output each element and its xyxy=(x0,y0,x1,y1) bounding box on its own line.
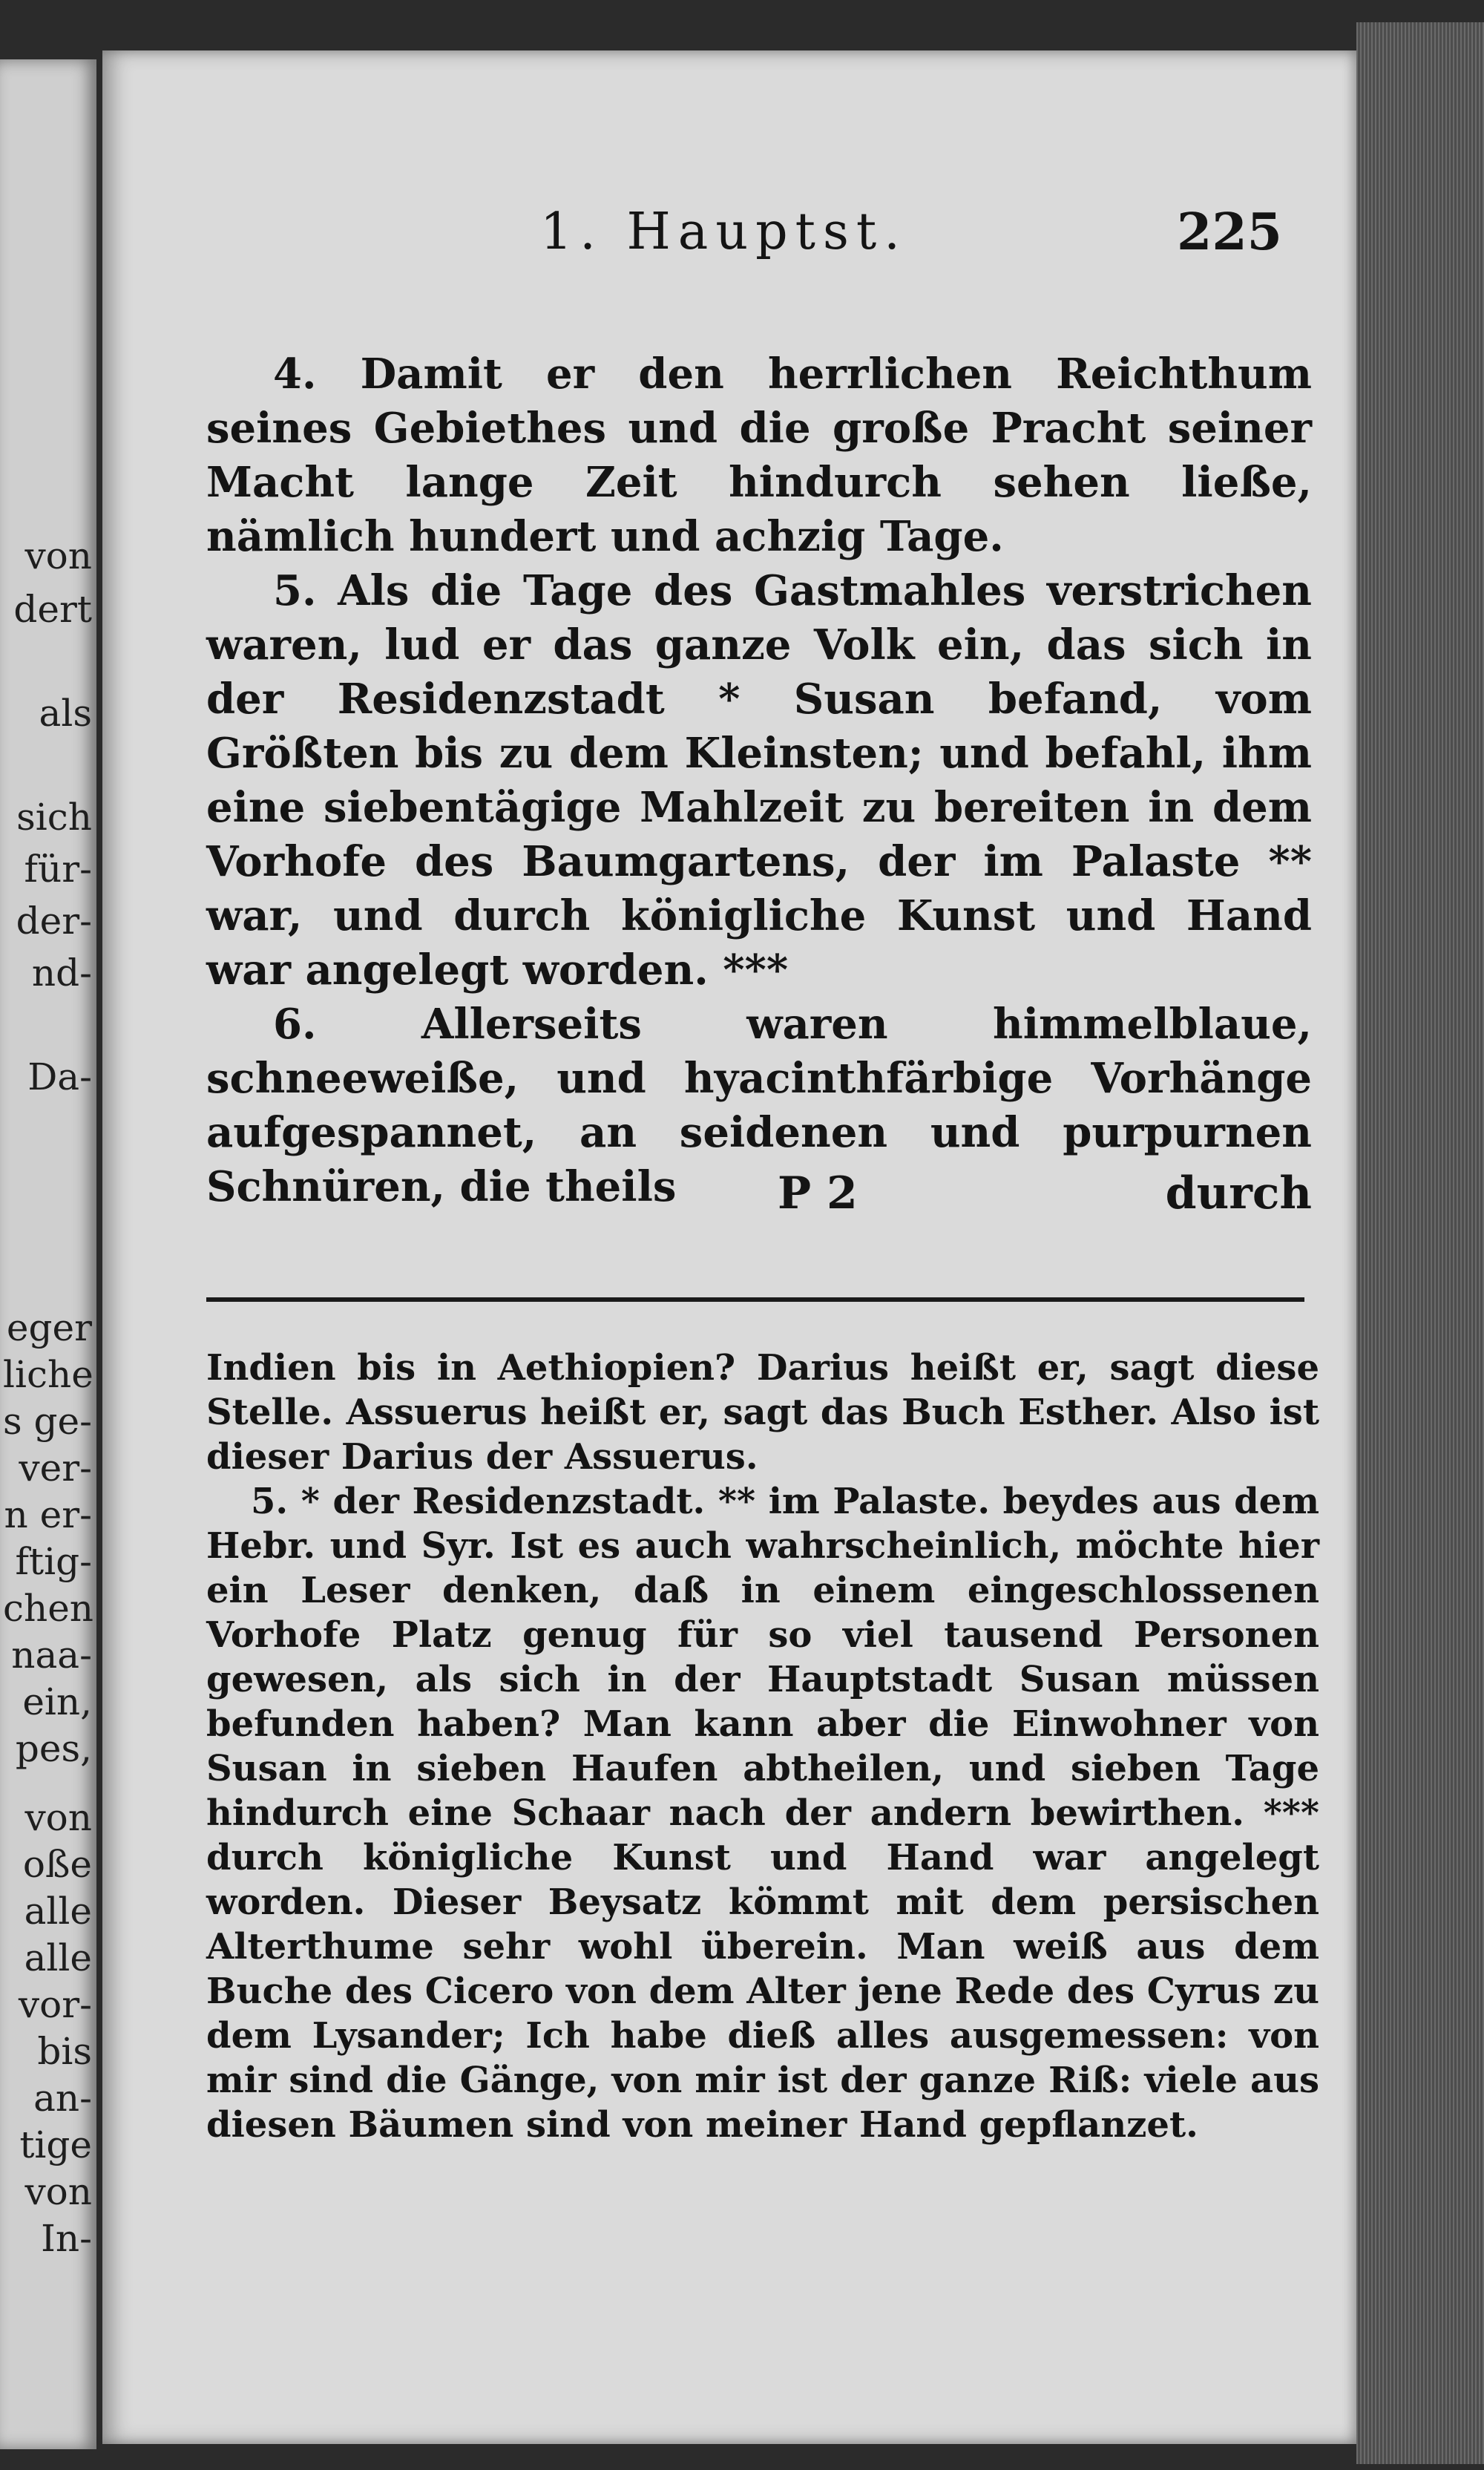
fragment-line: von xyxy=(24,534,92,577)
fragment-line: pes, xyxy=(15,1727,92,1770)
fragment-line: an- xyxy=(33,2077,92,2120)
running-head: 1. Hauptst. xyxy=(540,203,907,261)
page-header xyxy=(102,203,1356,292)
verse-paragraph: 5. Als die Tage des Gastmahles verstrichen waren, lud er das ganze Volk ein, das sich in der Residenzstadt * Susan befand, vom Größten bis zu dem Kleinsten; und befahl, ihm eine siebentägige Mahlzeit zu bereiten in dem Vorhofe des Baumgartens, der im Palaste ** war, und durch königliche Kunst und Hand war angelegt worden. *** xyxy=(206,566,1312,995)
main-text xyxy=(206,347,1312,1214)
verse-paragraph: 6. Allerseits waren himmelblaue, schneeweiße, und hyacinthfärbige Vorhänge aufgespannet, an seidenen und purpurnen Schnüren, die theils xyxy=(206,1000,1312,1211)
footnotes xyxy=(206,1346,1319,2147)
fragment-line: als xyxy=(39,692,92,735)
fragment-line: von xyxy=(24,2170,92,2213)
fragment-line: ein, xyxy=(22,1680,92,1723)
page-number: 225 xyxy=(1177,203,1282,262)
fragment-line: bis xyxy=(37,2030,92,2073)
fragment-line: der- xyxy=(16,900,92,943)
facing-page-fragment xyxy=(0,59,96,2449)
footnote-paragraph: Indien bis in Aethiopien? Darius heißt er, sagt diese Stelle. Assuerus heißt er, sagt das Buch Esther. Also ist dieser Darius der Assuerus. xyxy=(206,1347,1319,1478)
fragment-line: von xyxy=(24,1796,92,1839)
fragment-line: Da- xyxy=(27,1055,92,1098)
fragment-line: In- xyxy=(41,2217,92,2260)
fragment-line: für- xyxy=(24,848,92,891)
fragment-line: tige xyxy=(19,2123,92,2166)
fragment-line: liche xyxy=(3,1353,93,1396)
fragment-line: ftig- xyxy=(15,1540,92,1583)
fragment-line: s ge- xyxy=(3,1400,93,1443)
fragment-line: alle xyxy=(24,1890,92,1933)
fragment-line: n er- xyxy=(4,1493,92,1536)
signature-line xyxy=(206,1167,1312,1227)
verse-paragraph: 4. Damit er den herrlichen Reichthum seines Gebiethes und die große Pracht seiner Macht lange Zeit hindurch sehen ließe, nämlich hundert und achzig Tage. xyxy=(206,350,1312,561)
fragment-line: ver- xyxy=(19,1447,92,1490)
fragment-line: sich xyxy=(16,796,92,839)
fragment-line: nd- xyxy=(31,951,92,995)
catchword: durch xyxy=(1165,1167,1312,1219)
fragment-line: dert xyxy=(13,588,92,631)
fragment-line: chen xyxy=(3,1587,93,1630)
fragment-line: eger xyxy=(6,1306,92,1349)
fragment-line: oße xyxy=(22,1843,92,1886)
fragment-line: alle xyxy=(24,1936,92,1979)
fragment-line: naa- xyxy=(11,1634,92,1677)
fragment-line: vor- xyxy=(18,1983,92,2026)
footnote-rule xyxy=(206,1297,1304,1302)
page-block-edge xyxy=(1356,22,1484,2464)
signature-mark: P 2 xyxy=(778,1167,858,1219)
footnote-paragraph: 5. * der Residenzstadt. ** im Palaste. beydes aus dem Hebr. und Syr. Ist es auch wahrscheinlich, möchte hier ein Leser denken, daß in einem eingeschlossenen Vorhofe Platz genug für so viel tausend Personen gewesen, als sich in der Hauptstadt Susan müssen befunden haben? Man kann aber die Einwohner von Susan in sieben Haufen abtheilen, und sieben Tage hindurch eine Schaar nach der andern bewirthen. *** durch königliche Kunst und Hand war angelegt worden. Dieser Beysatz kömmt mit dem persischen Alterthume sehr wohl überein. Man weiß aus dem Buche des Cicero von dem Alter jene Rede des Cyrus zu dem Lysander; Ich habe dieß alles ausgemessen: von mir sind die Gänge, von mir ist der ganze Riß: viele aus diesen Bäumen sind von meiner Hand gepflanzet. xyxy=(206,1481,1319,2146)
book-page xyxy=(102,50,1356,2444)
